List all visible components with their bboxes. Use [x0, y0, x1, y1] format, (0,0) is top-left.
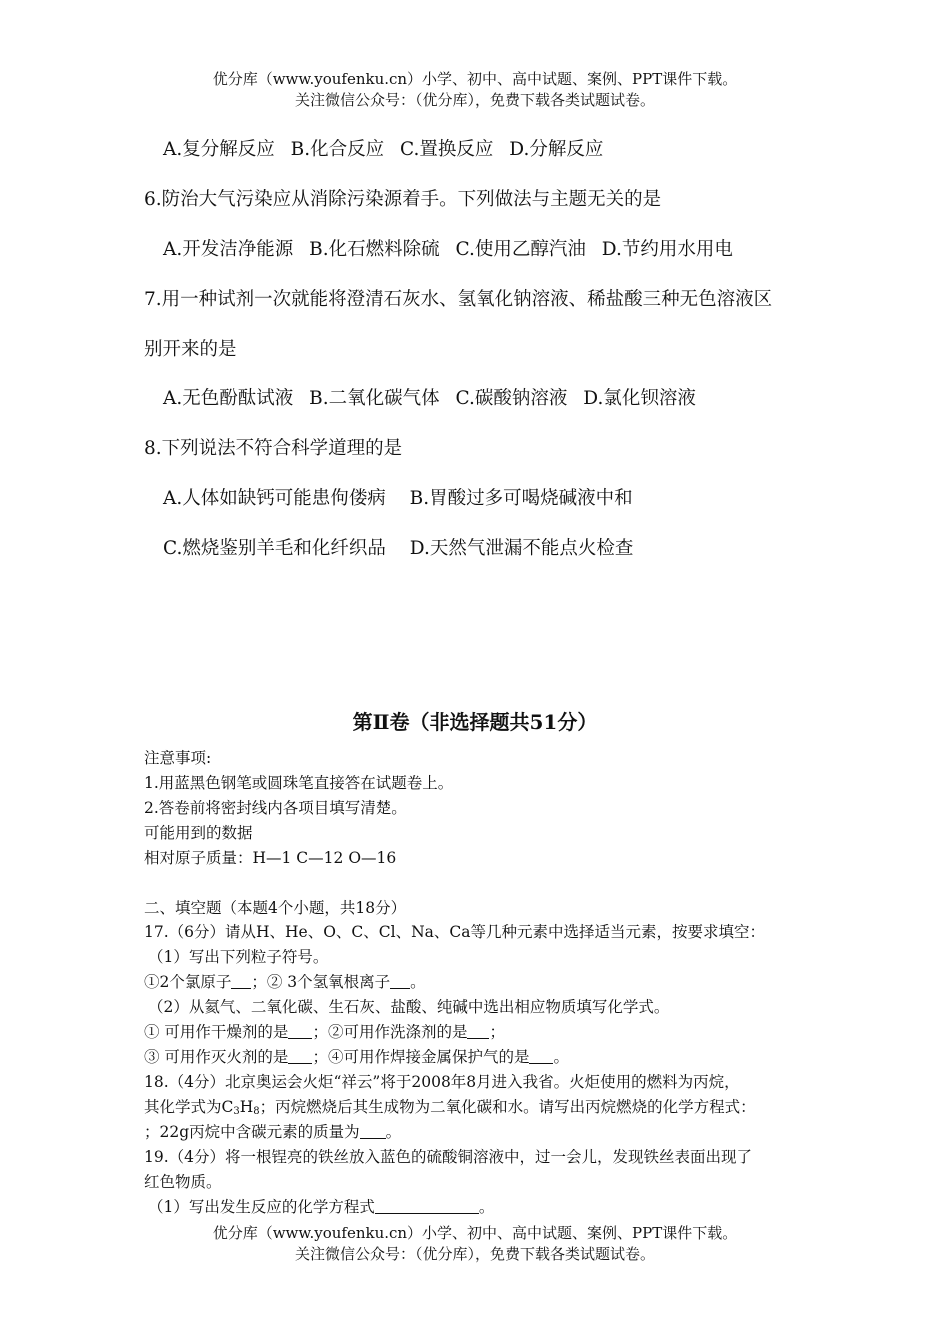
q8-option-d: D.天然气泄漏不能点火检查	[409, 538, 634, 559]
q17-blank-2[interactable]	[390, 974, 410, 989]
q7-option-d: D.氯化钡溶液	[583, 388, 696, 409]
q8-option-c: C.燃烧鉴别羊毛和化纤织品	[163, 538, 386, 559]
note-1: 1.用蓝黑色钢笔或圆珠笔直接答在试题卷上。	[144, 774, 454, 792]
q17-blank-4[interactable]	[467, 1024, 489, 1039]
q19-sub-1-end: 。	[478, 1198, 495, 1216]
q6-option-d: D.节约用水用电	[601, 239, 733, 260]
page-header	[0, 69, 950, 111]
q17-line-a	[144, 1020, 505, 1042]
q6-option-b: B.化石燃料除硫	[309, 239, 440, 260]
section-2-title: 二、填空题（本题4个小题，共18分）	[144, 899, 407, 917]
q5-options	[163, 135, 613, 161]
q18-sub-8: 8	[253, 1106, 260, 1117]
q18-formula-h: H	[239, 1098, 254, 1116]
q18-formula-pre: 其化学式为C	[144, 1098, 234, 1116]
q19-blank[interactable]	[375, 1199, 479, 1214]
q17-item-end: 。	[410, 973, 426, 991]
q8-option-b: B.胃酸过多可喝烧碱液中和	[409, 488, 633, 509]
q17-blank-1[interactable]	[231, 974, 251, 989]
q19-sub-1	[148, 1195, 494, 1217]
q6-stem: 6.防治大气污染应从消除污染源着手。下列做法与主题无关的是	[144, 189, 662, 210]
q17-sub-1: （1）写出下列粒子符号。	[148, 948, 329, 966]
header-line-2: 关注微信公众号：（优分库），免费下载各类试题试卷。	[294, 91, 655, 109]
q7-option-a: A.无色酚酞试液	[163, 388, 294, 409]
q18-line-1: 18.（4分）北京奥运会火炬“祥云”将于2008年8月进入我省。火炬使用的燃料为丙烷，	[144, 1073, 740, 1091]
notes-title: 注意事项:	[144, 749, 212, 767]
q18-formula-post: ；丙烷燃烧后其生成物为二氧化碳和水。请写出丙烷燃烧的化学方程式：	[259, 1098, 756, 1116]
q17-blank-3[interactable]	[288, 1024, 312, 1039]
q8-options-row-1	[163, 484, 633, 510]
q17-item-2-label: ；② 3个氢氧根离子	[251, 973, 391, 991]
q5-option-c: C.置换反应	[400, 139, 494, 160]
q18-blank[interactable]	[360, 1124, 386, 1139]
q18-line-3-end: 。	[385, 1123, 402, 1141]
q17-a-label: ① 可用作干燥剂的是	[144, 1023, 289, 1041]
q17-stem: 17.（6分）请从H、He、O、C、Cl、Na、Ca等几种元素中选择适当元素，按要求填空：	[144, 923, 766, 941]
q18-line-2	[144, 1095, 756, 1117]
q7-options	[163, 384, 706, 410]
q17-blank-5[interactable]	[288, 1049, 312, 1064]
q18-sub-3: 3	[233, 1106, 240, 1117]
q17-line-b	[144, 1045, 569, 1067]
q6-option-c: C.使用乙醇汽油	[455, 239, 586, 260]
q6-option-a: A.开发洁净能源	[163, 239, 294, 260]
q7-stem-line-2: 别开来的是	[144, 339, 237, 360]
q17-a-end: ；	[489, 1023, 505, 1041]
q18-line-3	[144, 1120, 401, 1142]
q6-options	[163, 235, 743, 261]
q19-sub-1-text: （1）写出发生反应的化学方程式	[148, 1198, 375, 1216]
note-2: 2.答卷前将密封线内各项目填写清楚。	[144, 799, 407, 817]
q5-option-d: D.分解反应	[509, 139, 604, 160]
q19-line-2: 红色物质。	[144, 1173, 222, 1191]
q8-option-a: A.人体如缺钙可能患佝偻病	[163, 488, 386, 509]
q7-option-c: C.碳酸钠溶液	[455, 388, 568, 409]
q5-option-a: A.复分解反应	[163, 139, 275, 160]
data-title: 可能用到的数据	[144, 824, 253, 842]
page-footer	[0, 1223, 950, 1265]
q17-sub-1-items	[144, 970, 426, 992]
header-line-1: 优分库（www.youfenku.cn）小学、初中、高中试题、案例、PPT课件下载。	[212, 70, 738, 88]
q17-blank-6[interactable]	[529, 1049, 553, 1064]
q7-option-b: B.二氧化碳气体	[309, 388, 440, 409]
part-2-title: 第Ⅱ卷（非选择题共51分）	[352, 710, 598, 734]
footer-line-2: 关注微信公众号：（优分库），免费下载各类试题试卷。	[294, 1245, 655, 1263]
q17-c-label: ③ 可用作灭火剂的是	[144, 1048, 289, 1066]
q7-stem-line-1: 7.用一种试剂一次就能将澄清石灰水、氢氧化钠溶液、稀盐酸三种无色溶液区	[144, 289, 773, 310]
atomic-mass-line: 相对原子质量：H—1 C—12 O—16	[144, 849, 397, 867]
q5-option-b: B.化合反应	[290, 139, 385, 160]
q18-line-3-text: ；22g丙烷中含碳元素的质量为	[144, 1123, 360, 1141]
q17-item-1-label: ①2个氯原子	[144, 973, 232, 991]
q8-stem: 8.下列说法不符合科学道理的是	[144, 438, 403, 459]
q17-b-end: 。	[553, 1048, 569, 1066]
q17-d-label: ；④可用作焊接金属保护气的是	[312, 1048, 530, 1066]
footer-line-1: 优分库（www.youfenku.cn）小学、初中、高中试题、案例、PPT课件下载。	[212, 1224, 738, 1242]
q8-options-row-2	[163, 534, 633, 560]
q19-line-1: 19.（4分）将一根锃亮的铁丝放入蓝色的硫酸铜溶液中，过一会儿，发现铁丝表面出现了	[144, 1148, 753, 1166]
q17-sub-2: （2）从氦气、二氧化碳、生石灰、盐酸、纯碱中选出相应物质填写化学式。	[148, 998, 670, 1016]
q17-b-label: ；②可用作洗涤剂的是	[312, 1023, 468, 1041]
